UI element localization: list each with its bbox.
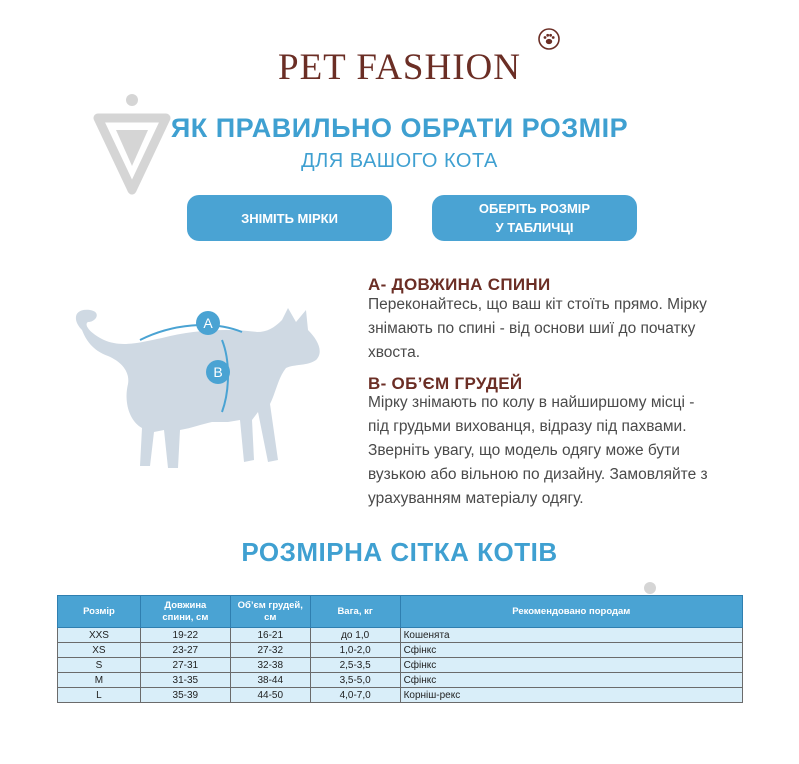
cell-size: XXS <box>58 628 141 643</box>
section-b-line: Мірку знімають по колу в найширшому місці - <box>368 394 695 411</box>
cell-weight: 1,0-2,0 <box>310 643 400 658</box>
marker-a-label: A <box>203 315 213 331</box>
table-row <box>58 643 743 658</box>
page-subtitle: ДЛЯ ВАШОГО КОТА <box>301 150 498 172</box>
choose-size-label-line2: У ТАБЛИЧЦІ <box>495 220 574 235</box>
cell-breed: Сфінкс <box>400 658 742 673</box>
section-a-line: знімають по спині - від основи шиї до початку <box>368 320 696 337</box>
cell-length: 27-31 <box>140 658 230 673</box>
cell-chest: 32-38 <box>230 658 310 673</box>
section-a-text <box>368 293 738 365</box>
header-size: Розмір <box>58 596 141 628</box>
page-title: ЯК ПРАВИЛЬНО ОБРАТИ РОЗМІР <box>170 113 629 143</box>
section-a-title: А- ДОВЖИНА СПИНИ <box>368 275 551 294</box>
take-measurements-label: ЗНІМІТЬ МІРКИ <box>241 210 338 226</box>
size-table <box>57 595 743 703</box>
choose-size-button[interactable] <box>432 195 637 241</box>
watermark-icon <box>92 90 172 200</box>
cat-silhouette-illustration <box>62 300 332 475</box>
cell-length: 35-39 <box>140 688 230 703</box>
cell-size: L <box>58 688 141 703</box>
section-b-line: під грудьми вихованця, відразу під пахвами. <box>368 418 687 435</box>
cell-chest: 44-50 <box>230 688 310 703</box>
cell-breed: Сфінкс <box>400 673 742 688</box>
cell-size: XS <box>58 643 141 658</box>
cell-chest: 27-32 <box>230 643 310 658</box>
cell-length: 31-35 <box>140 673 230 688</box>
paw-icon <box>538 28 560 50</box>
section-b-line: вузькою або вільною по дизайну. Замовляйте з <box>368 466 708 483</box>
table-header-row <box>58 596 743 628</box>
cell-breed: Кошенята <box>400 628 742 643</box>
cell-length: 19-22 <box>140 628 230 643</box>
section-b-line: Зверніть увагу, що модель одягу може бути <box>368 442 680 459</box>
table-row <box>58 628 743 643</box>
header-chest: Об’єм грудей, см <box>230 596 310 628</box>
take-measurements-button[interactable] <box>187 195 392 241</box>
section-b-line: урахуванням матеріалу одягу. <box>368 490 584 507</box>
section-b-title: В- ОБ’ЄМ ГРУДЕЙ <box>368 374 523 393</box>
cell-breed: Корніш-рекс <box>400 688 742 703</box>
header-breeds: Рекомендовано породам <box>400 596 742 628</box>
section-a-line: хвоста. <box>368 344 421 361</box>
choose-size-label-line1: ОБЕРІТЬ РОЗМІР <box>478 201 591 216</box>
cell-chest: 38-44 <box>230 673 310 688</box>
table-row <box>58 688 743 703</box>
brand-logo-text: PET FASHION <box>278 47 521 88</box>
cell-weight: 3,5-5,0 <box>310 673 400 688</box>
cell-weight: до 1,0 <box>310 628 400 643</box>
header-weight: Вага, кг <box>310 596 400 628</box>
table-row <box>58 673 743 688</box>
marker-b-label: B <box>213 364 223 380</box>
cell-size: S <box>58 658 141 673</box>
table-row <box>58 658 743 673</box>
cell-length: 23-27 <box>140 643 230 658</box>
section-a-line: Переконайтесь, що ваш кіт стоїть прямо. Мірку <box>368 296 707 313</box>
cell-weight: 4,0-7,0 <box>310 688 400 703</box>
cell-size: M <box>58 673 141 688</box>
cat-body-shape <box>76 308 320 468</box>
size-grid-title: РОЗМІРНА СІТКА КОТІВ <box>241 537 558 567</box>
cell-chest: 16-21 <box>230 628 310 643</box>
section-b-text <box>368 391 738 511</box>
cell-breed: Сфінкс <box>400 643 742 658</box>
cell-weight: 2,5-3,5 <box>310 658 400 673</box>
header-back-length: Довжина спини, см <box>140 596 230 628</box>
